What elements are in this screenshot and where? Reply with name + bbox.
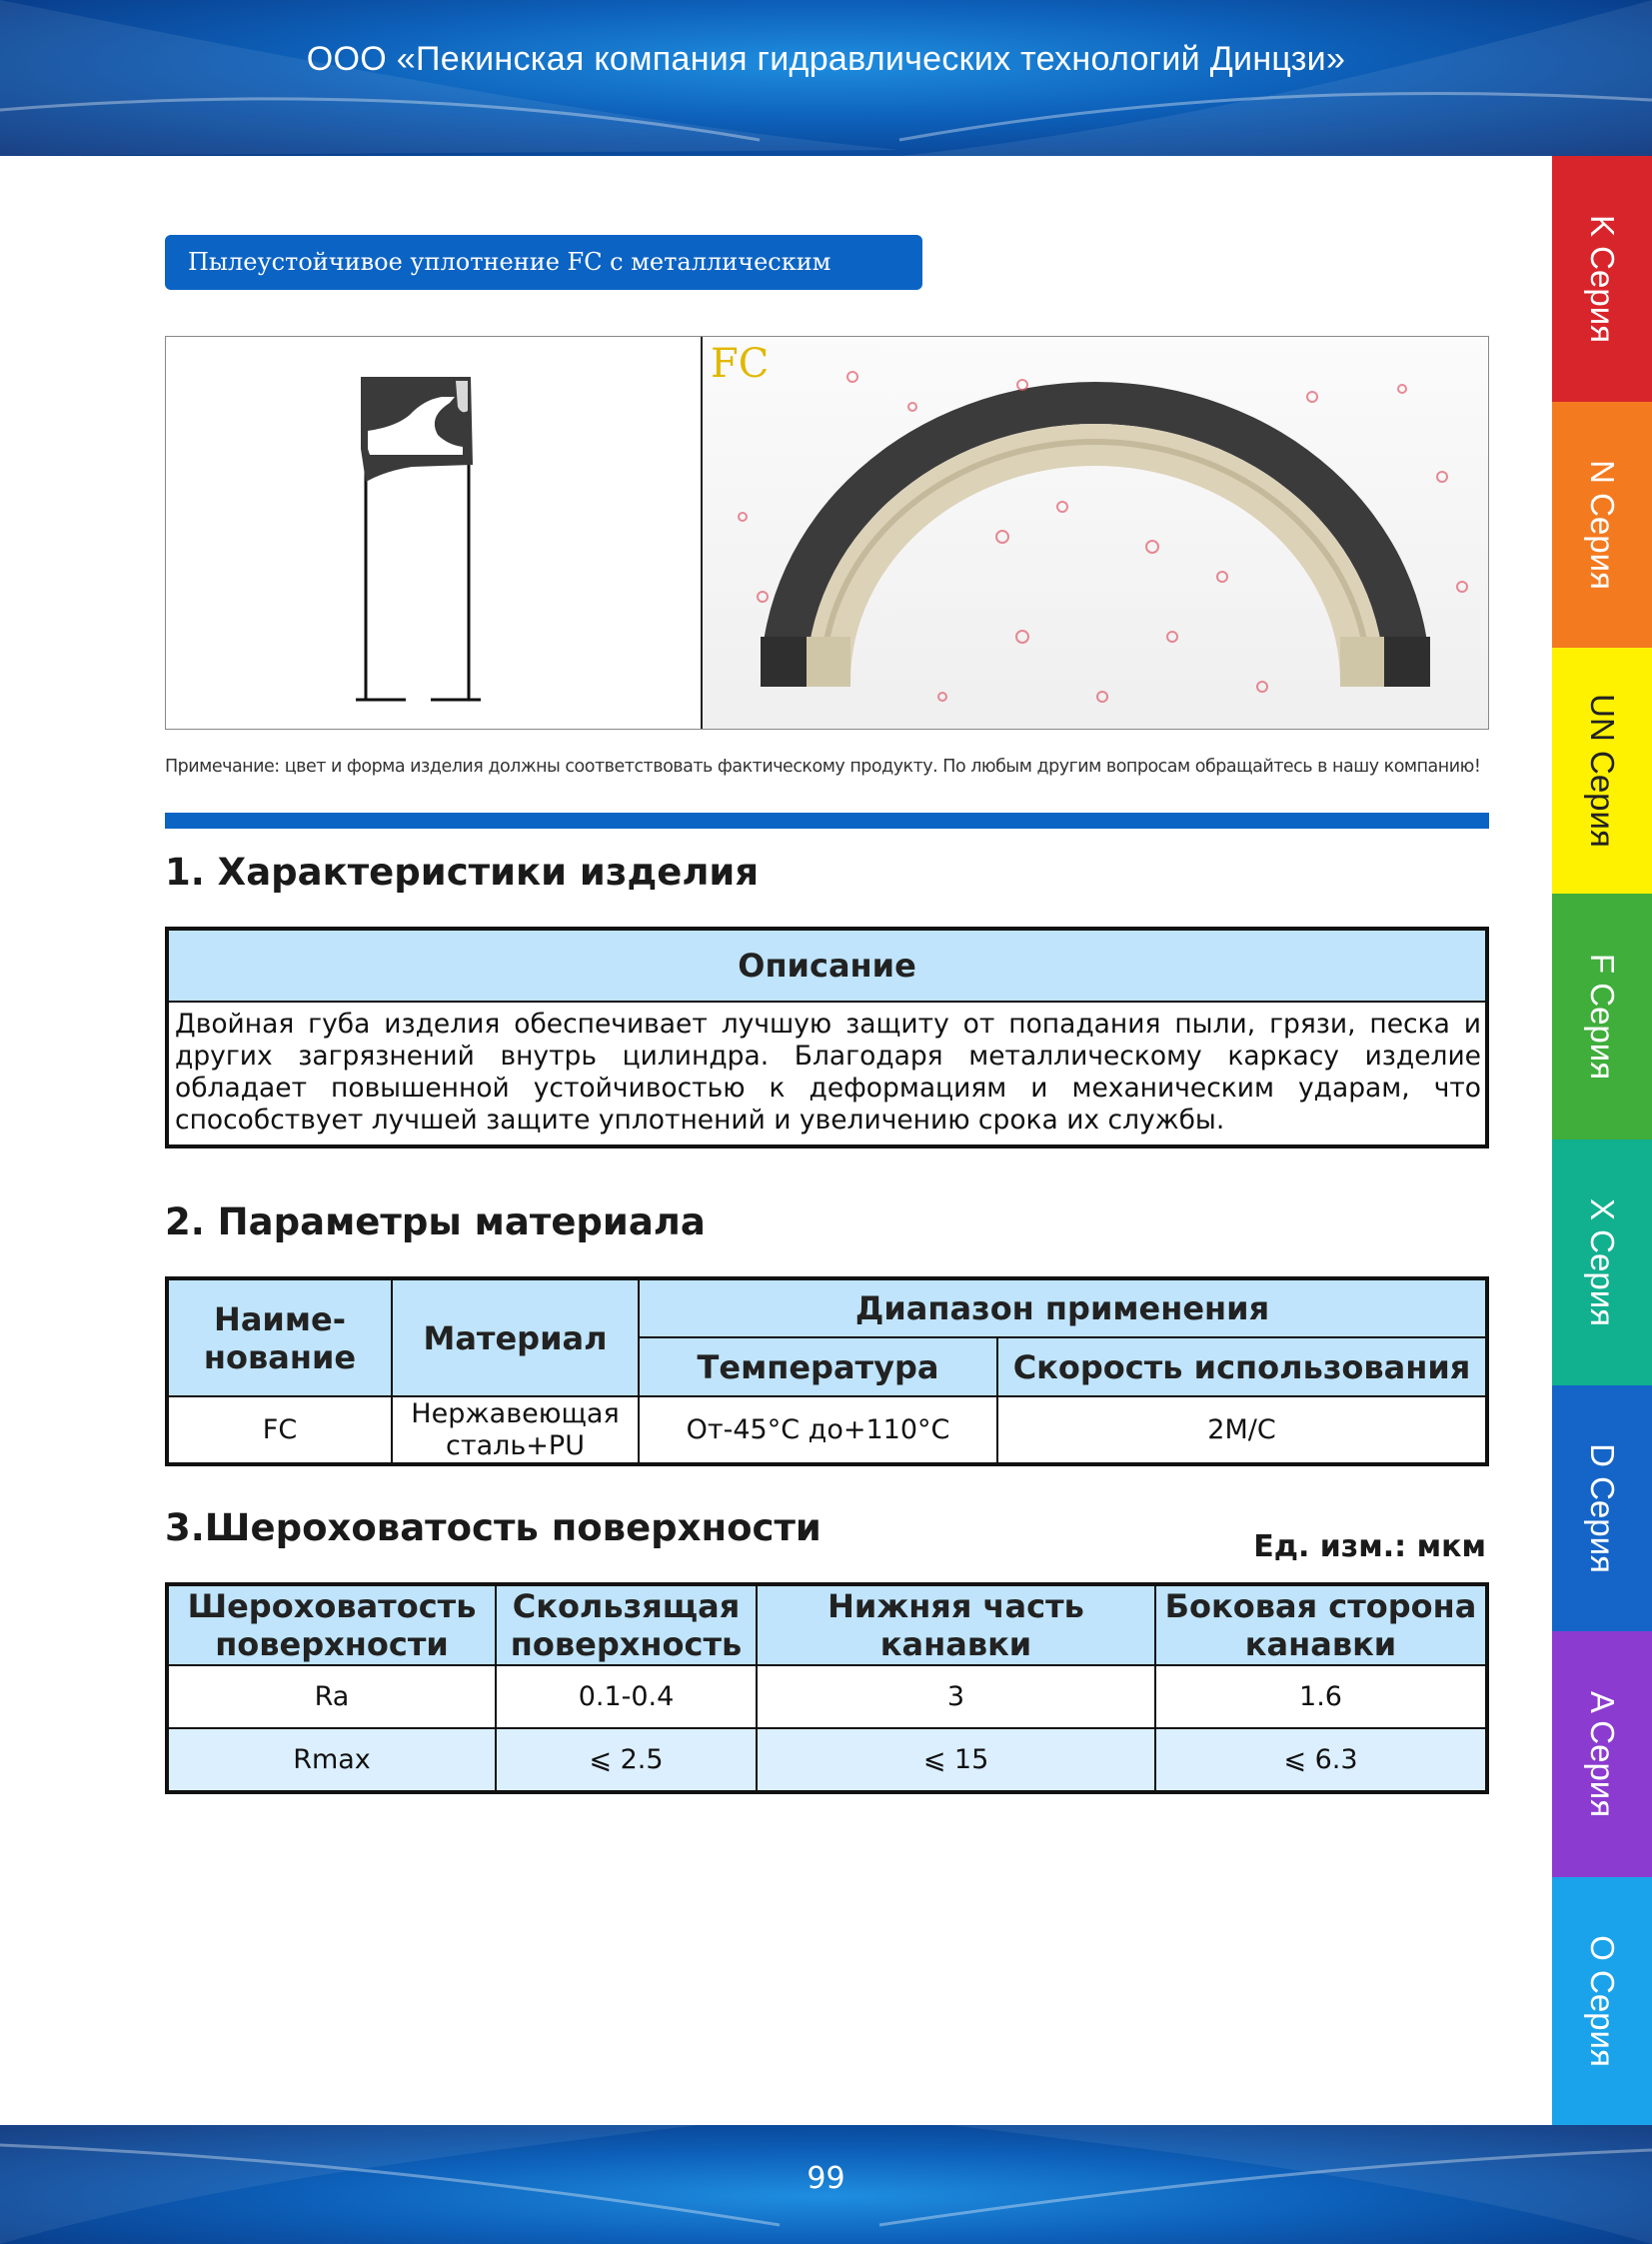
series-tabs <box>1552 156 1652 2125</box>
table-row <box>167 1728 1487 1792</box>
tab-label: UN Серия <box>1584 694 1621 848</box>
cell-name: FC <box>167 1396 392 1464</box>
col-speed-header: Скорость использования <box>997 1337 1487 1396</box>
tab-n-series[interactable] <box>1552 402 1652 648</box>
tab-k-series[interactable] <box>1552 156 1652 402</box>
col-groove-side-header: Боковая сторона канавки <box>1155 1584 1487 1665</box>
company-title: ООО «Пекинская компания гидравлических технологий Динцзи» <box>306 40 1346 78</box>
section2-heading: 2. Параметры материала <box>165 1200 706 1243</box>
cell-speed: 2M/C <box>997 1396 1487 1464</box>
cell-sliding: 0.1-0.4 <box>496 1665 757 1728</box>
cell-groove-bottom: ⩽ 15 <box>757 1728 1155 1792</box>
page-header <box>0 0 1652 156</box>
product-title-tag: Пылеустойчивое уплотнение FC с металлическим каркасом <box>165 235 922 290</box>
cross-section-drawing <box>166 337 701 729</box>
col-range-header: Диапазон применения <box>639 1278 1487 1337</box>
section3-heading: 3.Шероховатость поверхности <box>165 1506 822 1549</box>
col-roughness-header: Шероховатость поверхности <box>167 1584 496 1665</box>
material-table <box>165 1276 1489 1466</box>
product-photo <box>703 337 1488 729</box>
col-name-header: Наиме-нование <box>167 1278 392 1396</box>
cell-groove-bottom: 3 <box>757 1665 1155 1728</box>
description-header: Описание <box>167 929 1487 1002</box>
page-number: 99 <box>807 2161 845 2196</box>
cell-groove-side: ⩽ 6.3 <box>1155 1728 1487 1792</box>
product-images <box>165 336 1489 730</box>
tab-a-series[interactable] <box>1552 1631 1652 1877</box>
col-material-header: Материал <box>392 1278 639 1396</box>
product-note: Примечание: цвет и форма изделия должны соответствовать фактическому продукту. По любым другим вопросам обращайтесь в нашу компанию! <box>165 757 1481 777</box>
roughness-table <box>165 1582 1489 1794</box>
page-footer <box>0 2125 1652 2244</box>
cell-material: Нержавеющая сталь+PU <box>392 1396 639 1464</box>
col-groove-bottom-header: Нижняя часть канавки <box>757 1584 1155 1665</box>
description-table <box>165 927 1489 1148</box>
tab-f-series[interactable] <box>1552 894 1652 1139</box>
tab-label: F Серия <box>1584 953 1621 1081</box>
cell-param: Rmax <box>167 1728 496 1792</box>
tab-un-series[interactable] <box>1552 648 1652 894</box>
col-sliding-surface-header: Скользящая поверхность <box>496 1584 757 1665</box>
seal-photo-illustration <box>703 337 1488 729</box>
section-divider <box>165 813 1489 829</box>
cell-sliding: ⩽ 2.5 <box>496 1728 757 1792</box>
col-temperature-header: Температура <box>639 1337 997 1396</box>
tab-label: X Серия <box>1584 1197 1621 1327</box>
cell-param: Ra <box>167 1665 496 1728</box>
tab-label: O Серия <box>1584 1935 1621 2067</box>
tab-o-series[interactable] <box>1552 1877 1652 2125</box>
photo-label: FC <box>711 341 770 387</box>
tab-x-series[interactable] <box>1552 1139 1652 1385</box>
tab-label: N Серия <box>1584 460 1621 590</box>
section1-heading: 1. Характеристики изделия <box>165 851 760 894</box>
tab-d-series[interactable] <box>1552 1385 1652 1631</box>
cell-groove-side: 1.6 <box>1155 1665 1487 1728</box>
description-text: Двойная губа изделия обеспечивает лучшую защиту от попадания пыли, грязи, песка и других загрязнений внутрь цилиндра. Благодаря металлическому каркасу изделие обладает повышенной устойчивостью к деформациям и механическим ударам, что способствует лучшей защите уплотнений и увеличению срока их службы. <box>167 1002 1487 1146</box>
tab-label: D Серия <box>1584 1443 1621 1573</box>
tab-label: K Серия <box>1584 214 1621 344</box>
table-row <box>167 1665 1487 1728</box>
unit-label: Ед. изм.: мкм <box>1253 1529 1486 1564</box>
cell-temperature: От-45°C до+110°C <box>639 1396 997 1464</box>
tab-label: A Серия <box>1584 1690 1621 1818</box>
